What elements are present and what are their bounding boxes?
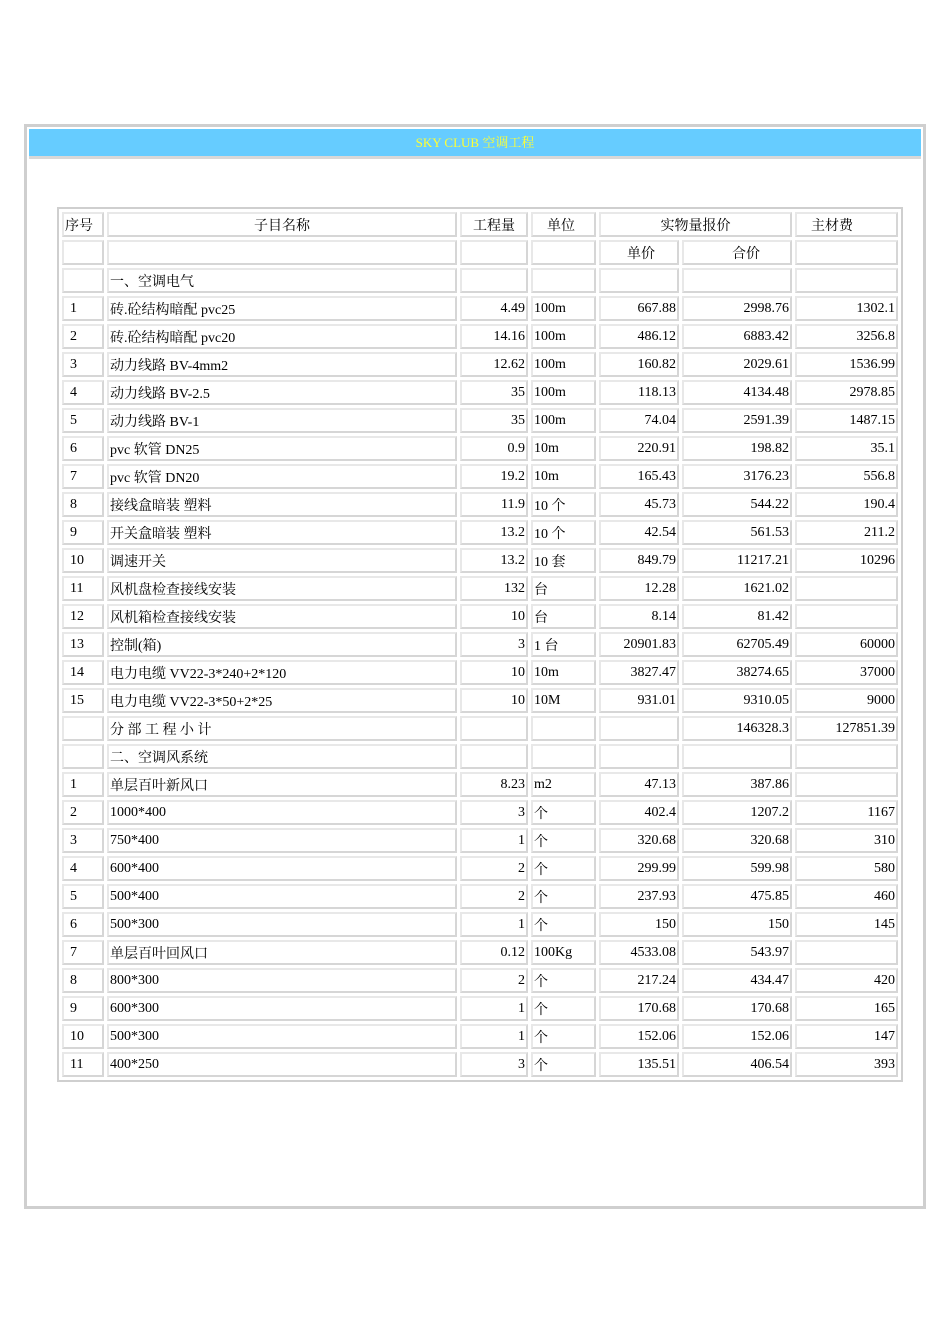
- col-header-total: 合价: [682, 240, 792, 265]
- row-material: [795, 940, 898, 965]
- row-unit: 100m: [531, 352, 596, 377]
- row-name: 开关盒暗装 塑料: [107, 520, 457, 545]
- section-title: 一、空调电气: [107, 268, 457, 293]
- row-total: 6883.42: [682, 324, 792, 349]
- row-unit-price: 402.4: [599, 800, 679, 825]
- row-unit-price: 667.88: [599, 296, 679, 321]
- table-row: [62, 940, 898, 965]
- row-qty: 11.9: [460, 492, 528, 517]
- row-total: 38274.65: [682, 660, 792, 685]
- header-row: [62, 212, 898, 237]
- row-unit: 1 台: [531, 632, 596, 657]
- row-name: 砖.砼结构暗配 pvc20: [107, 324, 457, 349]
- table-row: [62, 324, 898, 349]
- row-qty: 0.9: [460, 436, 528, 461]
- row-qty: 10: [460, 688, 528, 713]
- row-qty: 8.23: [460, 772, 528, 797]
- subtotal-row: [62, 716, 898, 741]
- row-material: 60000: [795, 632, 898, 657]
- row-seq: 10: [62, 548, 104, 573]
- row-name: 风机盘检查接线安装: [107, 576, 457, 601]
- table-row: [62, 296, 898, 321]
- row-seq: 11: [62, 1052, 104, 1077]
- table-row: [62, 688, 898, 713]
- col-header-qty: 工程量: [460, 212, 528, 237]
- row-qty: 1: [460, 828, 528, 853]
- empty-cell: [682, 268, 792, 293]
- row-material: [795, 576, 898, 601]
- row-qty: 1: [460, 1024, 528, 1049]
- row-name: 单层百叶新风口: [107, 772, 457, 797]
- row-qty: 14.16: [460, 324, 528, 349]
- row-seq: 12: [62, 604, 104, 629]
- row-seq: 15: [62, 688, 104, 713]
- row-unit-price: 237.93: [599, 884, 679, 909]
- subtotal-total: 146328.3: [682, 716, 792, 741]
- table-row: [62, 380, 898, 405]
- row-seq: 3: [62, 352, 104, 377]
- empty-cell: [460, 268, 528, 293]
- row-qty: 10: [460, 604, 528, 629]
- row-seq: 6: [62, 912, 104, 937]
- col-header-name: 子目名称: [107, 212, 457, 237]
- row-unit: 个: [531, 912, 596, 937]
- row-material: 393: [795, 1052, 898, 1077]
- row-total: 150: [682, 912, 792, 937]
- row-seq: 13: [62, 632, 104, 657]
- row-unit: 台: [531, 604, 596, 629]
- row-total: 198.82: [682, 436, 792, 461]
- row-total: 152.06: [682, 1024, 792, 1049]
- row-unit: 100m: [531, 324, 596, 349]
- report-frame: [24, 124, 926, 1209]
- table-row: [62, 968, 898, 993]
- row-material: 147: [795, 1024, 898, 1049]
- row-material: 1487.15: [795, 408, 898, 433]
- row-unit: 10m: [531, 464, 596, 489]
- row-total: 475.85: [682, 884, 792, 909]
- row-material: 460: [795, 884, 898, 909]
- empty-cell: [107, 240, 457, 265]
- row-total: 320.68: [682, 828, 792, 853]
- row-unit-price: 118.13: [599, 380, 679, 405]
- row-qty: 2: [460, 856, 528, 881]
- title-bar: [29, 129, 921, 159]
- row-name: 600*300: [107, 996, 457, 1021]
- empty-cell: [62, 744, 104, 769]
- row-name: 500*300: [107, 1024, 457, 1049]
- row-unit: 个: [531, 800, 596, 825]
- col-header-unit-price: 单价: [599, 240, 679, 265]
- row-unit-price: 12.28: [599, 576, 679, 601]
- table-row: [62, 800, 898, 825]
- table-row: [62, 436, 898, 461]
- row-material: 145: [795, 912, 898, 937]
- row-unit-price: 849.79: [599, 548, 679, 573]
- row-unit: 10m: [531, 660, 596, 685]
- empty-cell: [62, 716, 104, 741]
- row-material: 211.2: [795, 520, 898, 545]
- empty-cell: [599, 716, 679, 741]
- row-unit-price: 45.73: [599, 492, 679, 517]
- row-seq: 2: [62, 800, 104, 825]
- row-seq: 14: [62, 660, 104, 685]
- table-row: [62, 576, 898, 601]
- row-name: 750*400: [107, 828, 457, 853]
- row-unit: 个: [531, 968, 596, 993]
- table-row: [62, 884, 898, 909]
- row-qty: 2: [460, 968, 528, 993]
- row-unit-price: 320.68: [599, 828, 679, 853]
- row-name: 500*300: [107, 912, 457, 937]
- row-unit-price: 931.01: [599, 688, 679, 713]
- row-unit: 个: [531, 828, 596, 853]
- table-row: [62, 464, 898, 489]
- row-unit: 10 个: [531, 520, 596, 545]
- table-row: [62, 660, 898, 685]
- row-name: 接线盒暗装 塑料: [107, 492, 457, 517]
- empty-cell: [795, 268, 898, 293]
- row-unit: 100m: [531, 380, 596, 405]
- row-unit: 个: [531, 884, 596, 909]
- row-material: [795, 604, 898, 629]
- row-qty: 13.2: [460, 548, 528, 573]
- row-unit: 个: [531, 856, 596, 881]
- row-material: 3256.8: [795, 324, 898, 349]
- row-unit: 10M: [531, 688, 596, 713]
- row-qty: 10: [460, 660, 528, 685]
- row-total: 599.98: [682, 856, 792, 881]
- row-seq: 7: [62, 464, 104, 489]
- row-total: 406.54: [682, 1052, 792, 1077]
- row-unit: 100Kg: [531, 940, 596, 965]
- row-seq: 10: [62, 1024, 104, 1049]
- subheader-row: [62, 240, 898, 265]
- row-seq: 1: [62, 296, 104, 321]
- row-name: 单层百叶回风口: [107, 940, 457, 965]
- row-unit: 个: [531, 1052, 596, 1077]
- row-qty: 1: [460, 912, 528, 937]
- row-qty: 3: [460, 800, 528, 825]
- row-material: 1302.1: [795, 296, 898, 321]
- row-seq: 9: [62, 520, 104, 545]
- row-material: 1536.99: [795, 352, 898, 377]
- row-material: 556.8: [795, 464, 898, 489]
- table-row: [62, 520, 898, 545]
- row-unit-price: 217.24: [599, 968, 679, 993]
- row-unit: 台: [531, 576, 596, 601]
- row-name: pvc 软管 DN25: [107, 436, 457, 461]
- empty-cell: [460, 716, 528, 741]
- table-row: [62, 1024, 898, 1049]
- row-material: 165: [795, 996, 898, 1021]
- col-header-unit: 单位: [531, 212, 596, 237]
- row-name: 1000*400: [107, 800, 457, 825]
- row-unit: 100m: [531, 408, 596, 433]
- row-qty: 0.12: [460, 940, 528, 965]
- row-unit: m2: [531, 772, 596, 797]
- row-total: 62705.49: [682, 632, 792, 657]
- empty-cell: [795, 744, 898, 769]
- row-name: 动力线路 BV-2.5: [107, 380, 457, 405]
- row-qty: 2: [460, 884, 528, 909]
- row-qty: 3: [460, 1052, 528, 1077]
- row-total: 544.22: [682, 492, 792, 517]
- row-total: 387.86: [682, 772, 792, 797]
- table-row: [62, 856, 898, 881]
- row-total: 2998.76: [682, 296, 792, 321]
- row-material: 580: [795, 856, 898, 881]
- row-name: 风机箱检查接线安装: [107, 604, 457, 629]
- empty-cell: [599, 744, 679, 769]
- row-total: 4134.48: [682, 380, 792, 405]
- row-total: 543.97: [682, 940, 792, 965]
- row-unit-price: 165.43: [599, 464, 679, 489]
- row-unit-price: 170.68: [599, 996, 679, 1021]
- row-material: 10296: [795, 548, 898, 573]
- row-seq: 7: [62, 940, 104, 965]
- row-unit-price: 299.99: [599, 856, 679, 881]
- empty-cell: [531, 716, 596, 741]
- subtotal-material: 127851.39: [795, 716, 898, 741]
- row-unit: 个: [531, 1024, 596, 1049]
- row-seq: 6: [62, 436, 104, 461]
- row-total: 81.42: [682, 604, 792, 629]
- row-name: 砖.砼结构暗配 pvc25: [107, 296, 457, 321]
- subtotal-label: 分 部 工 程 小 计: [107, 716, 457, 741]
- table-row: [62, 408, 898, 433]
- row-seq: 1: [62, 772, 104, 797]
- table-row: [62, 912, 898, 937]
- table-row: [62, 548, 898, 573]
- table-row: [62, 1052, 898, 1077]
- row-total: 9310.05: [682, 688, 792, 713]
- row-name: 动力线路 BV-1: [107, 408, 457, 433]
- col-header-material: 主材费: [795, 212, 898, 237]
- section-row: [62, 268, 898, 293]
- row-material: 9000: [795, 688, 898, 713]
- quote-table: [57, 207, 903, 1082]
- page-title: SKY CLUB 空调工程: [415, 135, 535, 150]
- empty-cell: [682, 744, 792, 769]
- empty-cell: [795, 240, 898, 265]
- table-row: [62, 828, 898, 853]
- row-unit-price: 42.54: [599, 520, 679, 545]
- row-name: 电力电缆 VV22-3*240+2*120: [107, 660, 457, 685]
- row-seq: 8: [62, 492, 104, 517]
- row-unit-price: 135.51: [599, 1052, 679, 1077]
- table-row: [62, 996, 898, 1021]
- empty-cell: [599, 268, 679, 293]
- row-qty: 1: [460, 996, 528, 1021]
- section-row: [62, 744, 898, 769]
- table-row: [62, 492, 898, 517]
- row-name: 800*300: [107, 968, 457, 993]
- row-material: 190.4: [795, 492, 898, 517]
- row-qty: 132: [460, 576, 528, 601]
- row-name: 调速开关: [107, 548, 457, 573]
- row-unit-price: 160.82: [599, 352, 679, 377]
- row-unit-price: 4533.08: [599, 940, 679, 965]
- row-name: pvc 软管 DN20: [107, 464, 457, 489]
- row-qty: 19.2: [460, 464, 528, 489]
- section-title: 二、空调风系统: [107, 744, 457, 769]
- row-seq: 4: [62, 856, 104, 881]
- row-name: 500*400: [107, 884, 457, 909]
- row-unit-price: 74.04: [599, 408, 679, 433]
- row-unit-price: 8.14: [599, 604, 679, 629]
- row-name: 400*250: [107, 1052, 457, 1077]
- row-seq: 3: [62, 828, 104, 853]
- row-total: 170.68: [682, 996, 792, 1021]
- row-seq: 8: [62, 968, 104, 993]
- row-total: 3176.23: [682, 464, 792, 489]
- row-unit: 10 个: [531, 492, 596, 517]
- row-qty: 13.2: [460, 520, 528, 545]
- row-material: 420: [795, 968, 898, 993]
- row-unit-price: 20901.83: [599, 632, 679, 657]
- table-row: [62, 772, 898, 797]
- row-unit-price: 3827.47: [599, 660, 679, 685]
- row-total: 1207.2: [682, 800, 792, 825]
- row-unit-price: 220.91: [599, 436, 679, 461]
- empty-cell: [460, 744, 528, 769]
- row-total: 2029.61: [682, 352, 792, 377]
- row-total: 2591.39: [682, 408, 792, 433]
- table-row: [62, 632, 898, 657]
- row-total: 434.47: [682, 968, 792, 993]
- row-material: 1167: [795, 800, 898, 825]
- row-unit-price: 150: [599, 912, 679, 937]
- empty-cell: [531, 240, 596, 265]
- row-qty: 4.49: [460, 296, 528, 321]
- table-row: [62, 604, 898, 629]
- empty-cell: [460, 240, 528, 265]
- row-unit-price: 486.12: [599, 324, 679, 349]
- col-header-seq: 序号: [62, 212, 104, 237]
- row-unit-price: 152.06: [599, 1024, 679, 1049]
- row-material: 37000: [795, 660, 898, 685]
- row-total: 1621.02: [682, 576, 792, 601]
- row-material: 35.1: [795, 436, 898, 461]
- row-name: 动力线路 BV-4mm2: [107, 352, 457, 377]
- row-unit: 个: [531, 996, 596, 1021]
- row-name: 600*400: [107, 856, 457, 881]
- table-body: [62, 212, 898, 1077]
- empty-cell: [531, 744, 596, 769]
- row-total: 561.53: [682, 520, 792, 545]
- row-qty: 12.62: [460, 352, 528, 377]
- row-unit: 10m: [531, 436, 596, 461]
- row-name: 控制(箱): [107, 632, 457, 657]
- empty-cell: [62, 268, 104, 293]
- row-seq: 9: [62, 996, 104, 1021]
- row-material: 2978.85: [795, 380, 898, 405]
- empty-cell: [62, 240, 104, 265]
- row-unit: 10 套: [531, 548, 596, 573]
- row-total: 11217.21: [682, 548, 792, 573]
- col-header-quote: 实物量报价: [599, 212, 792, 237]
- row-seq: 5: [62, 408, 104, 433]
- row-seq: 11: [62, 576, 104, 601]
- row-unit-price: 47.13: [599, 772, 679, 797]
- row-qty: 3: [460, 632, 528, 657]
- empty-cell: [531, 268, 596, 293]
- row-material: [795, 772, 898, 797]
- row-seq: 2: [62, 324, 104, 349]
- row-material: 310: [795, 828, 898, 853]
- row-name: 电力电缆 VV22-3*50+2*25: [107, 688, 457, 713]
- row-qty: 35: [460, 380, 528, 405]
- row-qty: 35: [460, 408, 528, 433]
- table-row: [62, 352, 898, 377]
- row-seq: 5: [62, 884, 104, 909]
- row-seq: 4: [62, 380, 104, 405]
- row-unit: 100m: [531, 296, 596, 321]
